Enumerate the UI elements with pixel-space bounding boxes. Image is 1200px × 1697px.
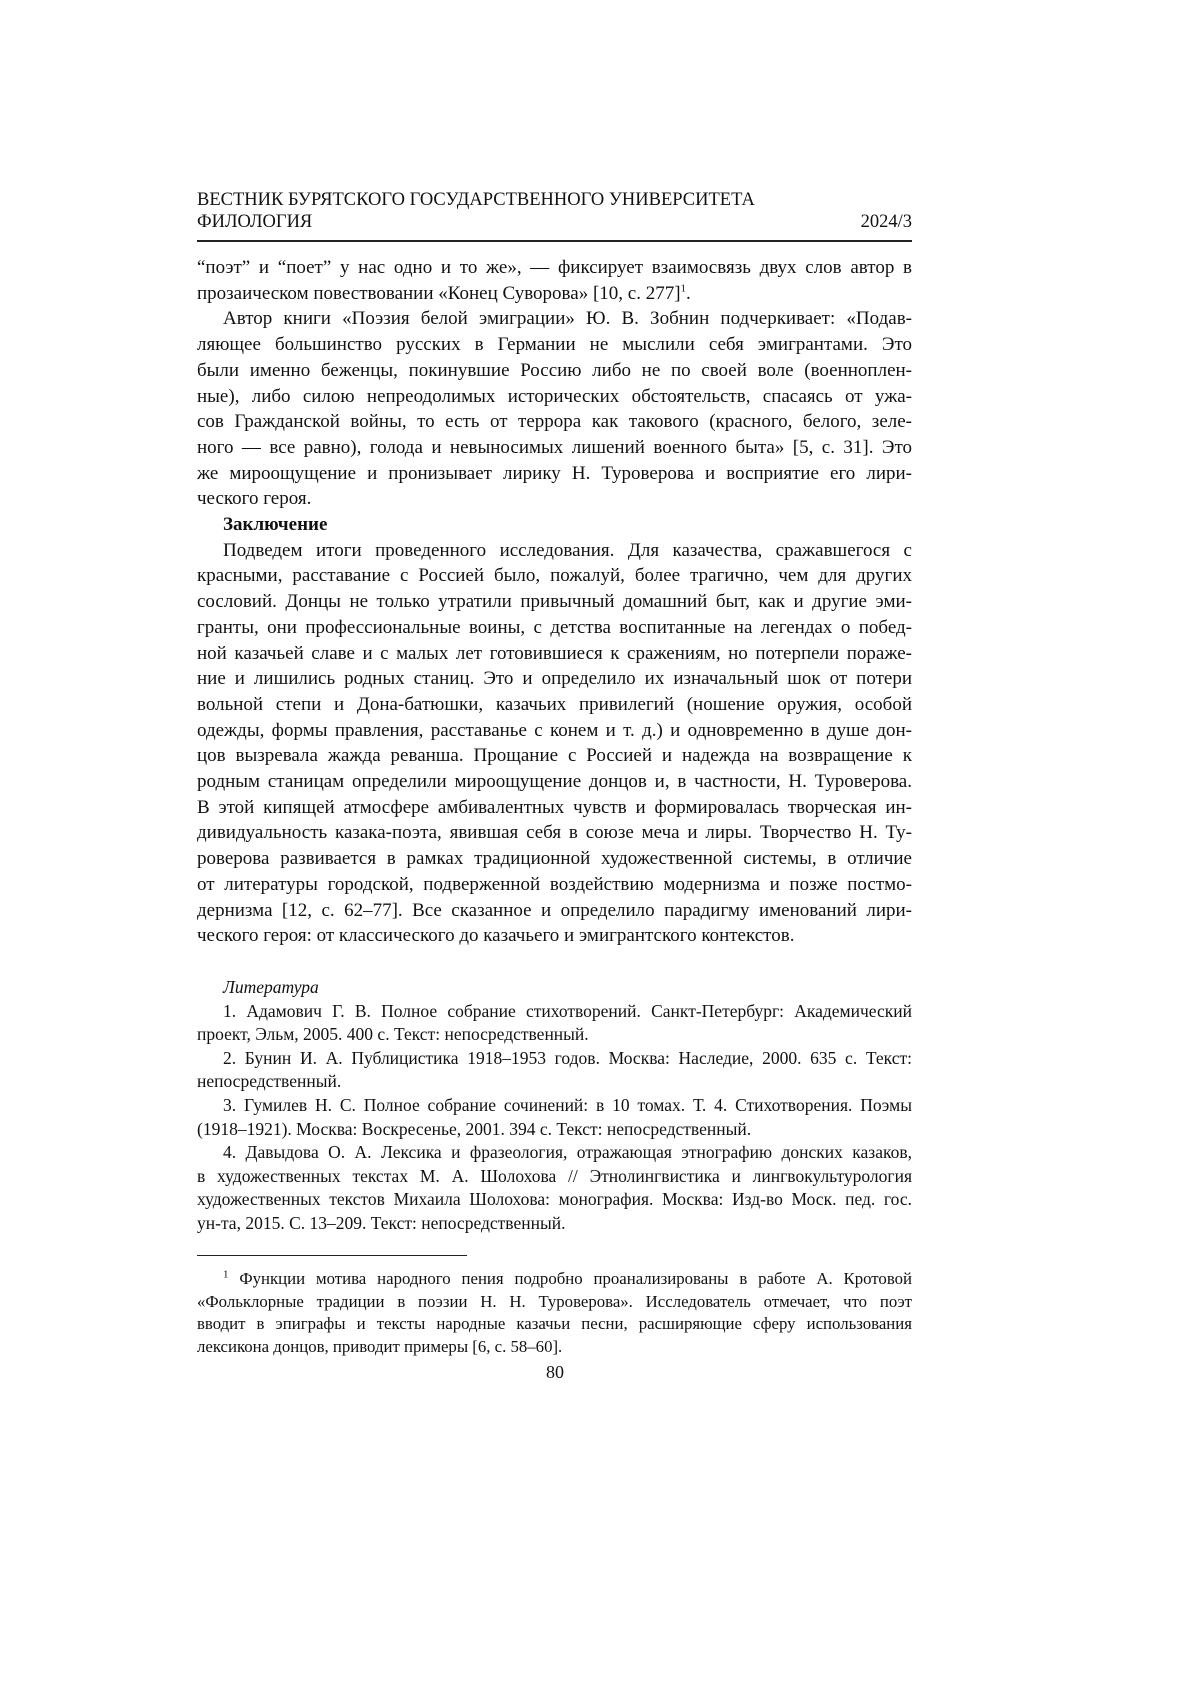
text-line: лексикона донцов, приводит примеры [6, с. 58–60]. [197,1336,912,1359]
journal-title: ВЕСТНИК БУРЯТСКОГО ГОСУДАРСТВЕННОГО УНИВЕРСИТЕТА [197,189,912,211]
text-line: ун-та, 2015. С. 13–209. Текст: непосредственный. [197,1212,912,1236]
text-line: красными, расставание с Россией было, пожалуй, более трагично, чем для других [197,563,912,589]
section-title: ФИЛОЛОГИЯ [197,211,312,233]
reference-item [197,1141,912,1235]
text-line: от литературы городской, подверженной воздействию модернизма и позже постмо- [197,872,912,898]
text-line [197,281,912,307]
text-line: родным станицам определили мироощущение донцов и, в частности, Н. Туроверова. [197,769,912,795]
text-line: ные), либо силою непреодолимых исторических обстоятельств, спасаясь от ужа- [197,384,912,410]
paragraph [197,306,912,512]
issue-number: 2024/3 [861,211,912,233]
header-rule [197,240,912,242]
text-line: 3. Гумилев Н. С. Полное собрание сочинений: в 10 томах. Т. 4. Стихотворения. Поэмы [197,1094,912,1118]
text-line: ние и лишились родных станиц. Это и определило их изначальный шок от потери [197,666,912,692]
text-span: . [686,283,691,304]
text-line: непосредственный. [197,1070,912,1094]
text-line: цов вызревала жажда реванша. Прощание с Россией и надежда на возвращение к [197,743,912,769]
references [197,976,912,1236]
references-title: Литература [197,976,912,1000]
text-line: роверова развивается в рамках традиционной художественной системы, в отличие [197,846,912,872]
text-line [197,1268,912,1291]
text-line: ляющее большинство русских в Германии не мыслили себя эмигрантами. Это [197,332,912,358]
reference-item [197,1047,912,1094]
text-line: В этой кипящей атмосфере амбивалентных чувств и формировалась творческая ин- [197,795,912,821]
text-line: гранты, они профессиональные воины, с детства воспитанные на легендах о побед- [197,615,912,641]
text-line: были именно беженцы, покинувшие Россию либо не по своей воле (военноплен- [197,358,912,384]
text-line: проект, Эльм, 2005. 400 с. Текст: непосредственный. [197,1023,912,1047]
text-line: дернизма [12, с. 62–77]. Все сказанное и определило парадигму именований лири- [197,898,912,924]
paragraph [197,255,912,306]
text-line: ного — все равно), голода и невыносимых лишений военного быта» [5, с. 31]. Это [197,435,912,461]
text-line: (1918–1921). Москва: Воскресенье, 2001. 394 с. Текст: непосредственный. [197,1118,912,1142]
text-line: одежды, формы правления, расставанье с конем и т. д.) и одновременно в душе дон- [197,718,912,744]
text-line: ной казачьей славе и с малых лет готовившиеся к сражениям, но потерпели пораже- [197,641,912,667]
text-line: сословий. Донцы не только утратили привычный домашний быт, как и другие эми- [197,589,912,615]
text-line: Подведем итоги проведенного исследования. Для казачества, сражавшегося с [197,538,912,564]
text-line: дивидуальность казака-поэта, явившая себя в союзе меча и лиры. Творчество Н. Ту- [197,820,912,846]
text-line: “поэт” и “поет” у нас одно и то же», — фиксирует взаимосвязь двух слов автор в [197,255,912,281]
text-line: в художественных текстах М. А. Шолохова // Этнолингвистика и лингвокультурология [197,1165,912,1189]
page-number: 80 [0,1362,1110,1383]
text-line: же мироощущение и пронизывает лирику Н. Туроверова и восприятие его лири- [197,461,912,487]
footnote-mark: 1 [223,1268,229,1280]
text-line: вводит в эпиграфы и тексты народные казачьи песни, расширяющие сферу использования [197,1313,912,1336]
text-line: «Фольклорные традиции в поэзии Н. Н. Туроверова». Исследователь отмечает, что поэт [197,1291,912,1314]
footnote-rule [197,1255,467,1256]
body-text [197,255,912,949]
text-line: 1. Адамович Г. В. Полное собрание стихотворений. Санкт-Петербург: Академический [197,1000,912,1024]
footnote [197,1268,912,1359]
text-span: прозаическом повествовании «Конец Суворова» [10, с. 277] [197,283,681,304]
section-heading: Заключение [197,512,912,538]
text-line: ческого героя: от классического до казачьего и эмигрантского контекстов. [197,923,912,949]
reference-item [197,1000,912,1047]
references-list [197,1000,912,1236]
text-line: 2. Бунин И. А. Публицистика 1918–1953 годов. Москва: Наследие, 2000. 635 с. Текст: [197,1047,912,1071]
reference-item [197,1094,912,1141]
text-line: художественных текстов Михаила Шолохова: монография. Москва: Изд-во Моск. пед. гос. [197,1188,912,1212]
text-span: Функции мотива народного пения подробно проанализированы в работе А. Кротовой [229,1269,913,1288]
footnote-ref[interactable]: 1 [681,282,687,294]
text-line: 4. Давыдова О. А. Лексика и фразеология, отражающая этнографию донских казаков, [197,1141,912,1165]
text-line: ческого героя. [197,486,912,512]
text-line: Автор книги «Поэзия белой эмиграции» Ю. В. Зобнин подчеркивает: «Подав- [197,306,912,332]
text-line: сов Гражданской войны, то есть от террора как такового (красного, белого, зеле- [197,409,912,435]
text-line: вольной степи и Дона-батюшки, казачьих привилегий (ношение оружия, особой [197,692,912,718]
header-row [197,211,912,233]
paragraph [197,538,912,949]
